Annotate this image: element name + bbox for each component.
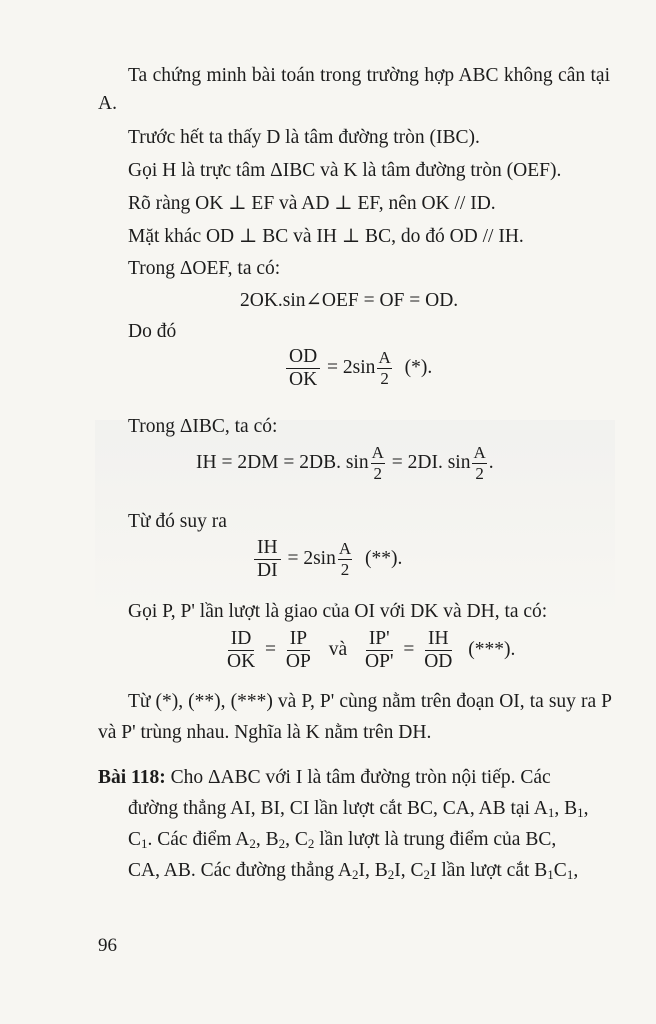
page-number: 96 bbox=[98, 935, 117, 956]
equation-triple-star: $\frac{ID}{OK}$ = $\frac{IP}{OP}$ và $\frac{IP'}{OP'}$ = $\frac{IH}{OD}$ (***). bbox=[222, 628, 515, 673]
fraction-ih-od: $\frac{IH}{OD}$ bbox=[424, 628, 453, 672]
fraction-ih-di: $\frac{IH}{DI}$ bbox=[254, 537, 281, 582]
equation-double-star: $\frac{IH}{DI}$ = 2sin $\frac{A}{2}$ (**). bbox=[252, 537, 402, 582]
equation-ih: IH = 2DM = 2DB. sin $\frac{A}{2}$ = 2DI. sin $\frac{A}{2}$ . bbox=[196, 443, 494, 483]
exercise-label: Bài 118: bbox=[98, 767, 166, 788]
paragraph-6: Trong ΔOEF, ta có: bbox=[128, 258, 281, 279]
fraction-a-2: $\frac{A}{2}$ bbox=[378, 348, 391, 388]
paragraph-10: Gọi P, P' lần lượt là giao của OI với DK và DH, ta có: bbox=[128, 601, 548, 622]
exercise-118-line-1: Bài 118: Cho ΔABC với I là tâm đường tròn nội tiếp. Các bbox=[98, 767, 551, 788]
fraction-od-ok: $\frac{OD}{OK}$ bbox=[286, 346, 320, 391]
paragraph-7: Do đó bbox=[128, 321, 177, 342]
fraction-a-2: $\frac{A}{2}$ bbox=[338, 539, 352, 579]
exercise-118-line-4: CA, AB. Các đường thẳng $A_2I$, $B_2I$, $C_2I$ lần lượt cắt $B_1C_1$, bbox=[128, 860, 579, 882]
fraction-ipprime-opprime: $\frac{IP'}{OP'}$ bbox=[365, 628, 394, 672]
paragraph-1: Ta chứng minh bài toán trong trường hợp ABC không cân tại A. bbox=[98, 65, 610, 114]
fraction-ip-op: $\frac{IP}{OP}$ bbox=[285, 628, 311, 672]
paragraph-3: Gọi H là trực tâm ΔIBC và K là tâm đường tròn (OEF). bbox=[128, 160, 562, 181]
paragraph-2: Trước hết ta thấy D là tâm đường tròn (IBC). bbox=[128, 127, 480, 148]
equation-star: $\frac{OD}{OK}$ = 2sin $\frac{A}{2}$ (*). bbox=[284, 346, 432, 391]
paragraph-9: Từ đó suy ra bbox=[128, 511, 227, 532]
exercise-118-line-3: $C_1$. Các điểm $A_2$, $B_2$, $C_2$ lần lượt là trung điểm của BC, bbox=[128, 829, 557, 851]
fraction-a-2: $\frac{A}{2}$ bbox=[473, 443, 486, 483]
fraction-a-2: $\frac{A}{2}$ bbox=[371, 443, 384, 483]
paragraph-11: Từ (*), (**), (***) và P, P' cùng nằm trên đoạn OI, ta suy ra P và P' trùng nhau. Nghĩa là K nằm trên DH. bbox=[98, 691, 612, 743]
paragraph-4: Rõ ràng OK ⊥ EF và AD ⊥ EF, nên OK // ID. bbox=[128, 193, 496, 214]
paragraph-5: Mặt khác OD ⊥ BC và IH ⊥ BC, do đó OD // IH. bbox=[128, 226, 524, 247]
fraction-id-ok: $\frac{ID}{OK}$ bbox=[227, 628, 256, 672]
paragraph-8: Trong ΔIBC, ta có: bbox=[128, 416, 278, 437]
equation-oef: 2OK.sin∠OEF = OF = OD. bbox=[240, 290, 459, 311]
exercise-118-line-2: đường thẳng AI, BI, CI lần lượt cắt BC, CA, AB tại $A_1$, $B_1$, bbox=[128, 798, 589, 820]
